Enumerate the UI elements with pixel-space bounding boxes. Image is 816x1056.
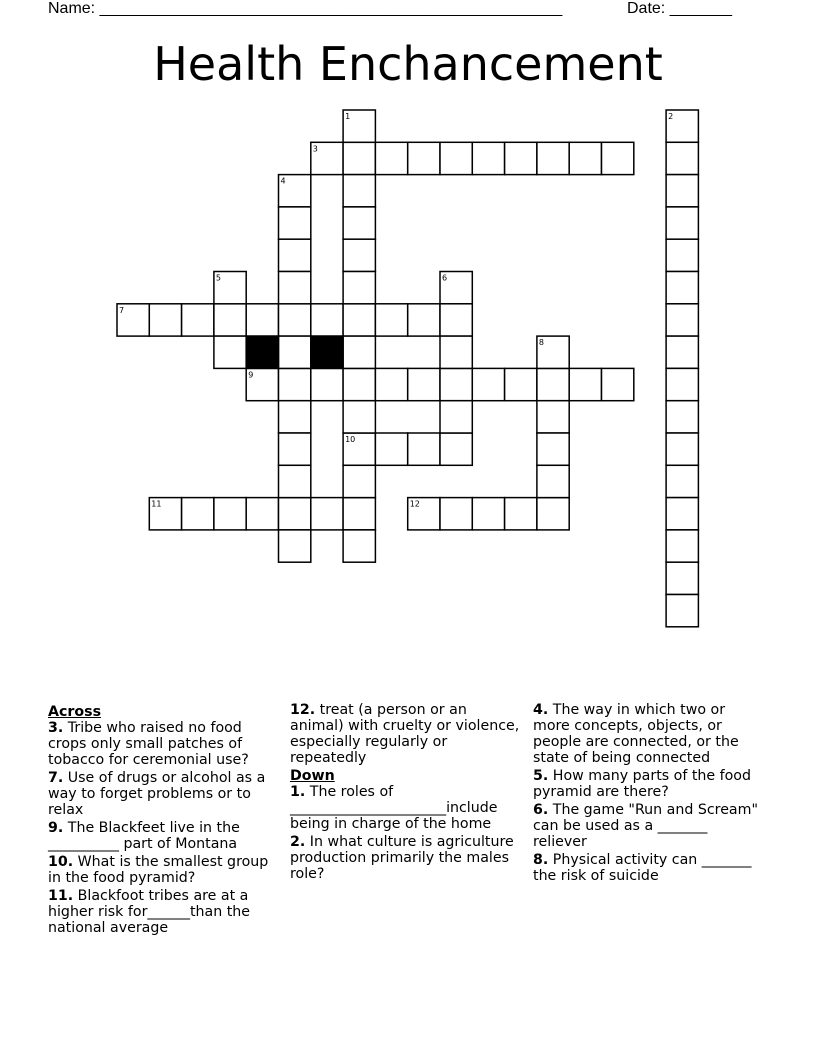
grid-cell[interactable]	[343, 239, 375, 271]
grid-cell[interactable]	[472, 142, 504, 174]
grid-cell[interactable]	[666, 433, 698, 465]
clue-number: 8.	[533, 852, 549, 868]
clue-text: Tribe who raised no food crops only small patches of tobacco for ceremonial use?	[48, 720, 249, 768]
grid-cell[interactable]	[375, 433, 407, 465]
clue-number: 7.	[48, 770, 64, 786]
grid-cell[interactable]	[666, 304, 698, 336]
grid-cell[interactable]	[537, 465, 569, 497]
grid-cell[interactable]	[343, 336, 375, 368]
grid-clue-number: 11	[151, 499, 162, 509]
across-heading: Across	[48, 704, 102, 720]
grid-cell[interactable]	[343, 368, 375, 400]
grid-cell[interactable]	[214, 304, 246, 336]
grid-cell[interactable]	[343, 304, 375, 336]
clue-down-8	[533, 852, 758, 884]
black-cell	[311, 336, 343, 368]
clue-number: 6.	[533, 802, 549, 818]
grid-cell[interactable]	[214, 498, 246, 530]
grid-cell[interactable]	[666, 562, 698, 594]
grid-cell[interactable]	[666, 465, 698, 497]
grid-cell[interactable]	[279, 272, 311, 304]
grid-cell[interactable]	[440, 401, 472, 433]
grid-cell[interactable]	[343, 498, 375, 530]
grid-clue-number: 5	[215, 273, 221, 283]
grid-cell[interactable]	[666, 272, 698, 304]
grid-cell[interactable]	[343, 401, 375, 433]
clue-down-5	[533, 768, 758, 800]
grid-cell[interactable]	[602, 142, 634, 174]
clue-number: 2.	[290, 834, 306, 850]
grid-clue-number: 2	[668, 112, 674, 121]
clue-across-3	[48, 720, 280, 768]
grid-cell[interactable]	[569, 142, 601, 174]
clue-number: 1.	[290, 784, 306, 800]
grid-cell[interactable]	[343, 530, 375, 562]
page-title: Health Enchancement	[153, 37, 663, 91]
grid-cell[interactable]	[279, 433, 311, 465]
grid-cell[interactable]	[472, 498, 504, 530]
clue-text: How many parts of the food pyramid are there?	[533, 768, 751, 800]
grid-cell[interactable]	[279, 336, 311, 368]
grid-cell[interactable]	[408, 142, 440, 174]
grid-clue-number: 3	[312, 144, 318, 154]
grid-clue-number: 6	[442, 273, 448, 283]
clue-number: 10.	[48, 854, 74, 870]
grid-cell[interactable]	[375, 368, 407, 400]
grid-cell[interactable]	[182, 498, 214, 530]
grid-cell[interactable]	[666, 595, 698, 627]
clue-column-1	[48, 702, 280, 938]
grid-cell[interactable]	[440, 142, 472, 174]
grid-cell[interactable]	[472, 368, 504, 400]
grid-cell[interactable]	[343, 465, 375, 497]
grid-cell[interactable]	[666, 175, 698, 207]
grid-cell[interactable]	[279, 465, 311, 497]
grid-cell[interactable]	[408, 433, 440, 465]
grid-cell[interactable]	[279, 401, 311, 433]
clue-column-3	[533, 702, 758, 886]
clue-across-7	[48, 770, 280, 818]
grid-clue-number: 8	[538, 338, 544, 348]
clue-number: 5.	[533, 768, 549, 784]
grid-cell[interactable]	[279, 207, 311, 239]
clue-number: 4.	[533, 702, 549, 718]
grid-clue-number: 9	[248, 370, 254, 380]
grid-clue-number: 4	[280, 176, 286, 186]
grid-cell[interactable]	[440, 498, 472, 530]
grid-cell[interactable]	[666, 207, 698, 239]
clue-down-6	[533, 802, 758, 850]
clue-text: What is the smallest group in the food pyramid?	[48, 854, 269, 886]
name-field-label: Name: ____________________________________________________	[48, 0, 563, 17]
grid-cell[interactable]	[537, 433, 569, 465]
grid-cell[interactable]	[375, 304, 407, 336]
clue-text: In what culture is agriculture production primarily the males role?	[290, 834, 514, 882]
clue-column-2	[290, 702, 522, 884]
grid-cell[interactable]	[214, 336, 246, 368]
clue-text: Physical activity can _______ the risk of suicide	[533, 852, 752, 884]
clue-text: Use of drugs or alcohol as a way to forget problems or to relax	[48, 770, 266, 818]
grid-cell[interactable]	[440, 304, 472, 336]
grid-cell[interactable]	[666, 498, 698, 530]
grid-cell[interactable]	[666, 142, 698, 174]
clue-number: 9.	[48, 820, 64, 836]
grid-cell[interactable]	[279, 304, 311, 336]
grid-cell[interactable]	[666, 401, 698, 433]
grid-cell[interactable]	[440, 368, 472, 400]
grid-cell[interactable]	[537, 368, 569, 400]
grid-cell[interactable]	[666, 239, 698, 271]
grid-cell[interactable]	[279, 498, 311, 530]
clue-text: The game "Run and Scream" can be used as a _______ reliever	[533, 802, 758, 850]
grid-clue-number: 10	[345, 435, 356, 444]
grid-cell[interactable]	[343, 272, 375, 304]
grid-cell[interactable]	[440, 336, 472, 368]
clue-text: The Blackfeet live in the __________ part of Montana	[48, 820, 240, 852]
grid-clue-number: 12	[409, 499, 420, 509]
grid-cell[interactable]	[279, 530, 311, 562]
clue-text: treat (a person or an animal) with cruelty or violence, especially regularly or repeatedly	[290, 702, 520, 766]
black-cell	[246, 336, 278, 368]
clue-across-9	[48, 820, 280, 852]
grid-cell[interactable]	[246, 498, 278, 530]
grid-cell[interactable]	[343, 207, 375, 239]
grid-clue-number: 7	[119, 305, 125, 315]
clue-text: The roles of ______________________include being in charge of the home	[290, 784, 498, 832]
grid-cell[interactable]	[666, 368, 698, 400]
grid-cell[interactable]	[505, 498, 537, 530]
clue-text: Blackfoot tribes are at a higher risk for______than the national average	[48, 888, 250, 936]
clue-number: 3.	[48, 720, 64, 736]
grid-cell[interactable]	[537, 401, 569, 433]
clue-across-11	[48, 888, 280, 936]
grid-cell[interactable]	[666, 336, 698, 368]
grid-cell[interactable]	[505, 368, 537, 400]
grid-cell[interactable]	[182, 304, 214, 336]
grid-cell[interactable]	[246, 304, 278, 336]
grid-cell[interactable]	[343, 142, 375, 174]
clue-across-10	[48, 854, 280, 886]
grid-cell[interactable]	[408, 368, 440, 400]
grid-cell[interactable]	[440, 433, 472, 465]
clue-down-2	[290, 834, 522, 882]
clue-number: 12.	[290, 702, 316, 718]
grid-cell[interactable]	[343, 175, 375, 207]
grid-cell[interactable]	[311, 368, 343, 400]
clue-down-4	[533, 702, 758, 766]
clue-number: 11.	[48, 888, 74, 904]
grid-cell[interactable]	[537, 142, 569, 174]
grid-cell[interactable]	[602, 368, 634, 400]
grid-cell[interactable]	[666, 530, 698, 562]
grid-cell[interactable]	[311, 498, 343, 530]
grid-cell[interactable]	[279, 368, 311, 400]
grid-cell[interactable]	[311, 304, 343, 336]
clue-text: The way in which two or more concepts, objects, or people are connected, or the state of being connected	[533, 702, 739, 766]
grid-cell[interactable]	[569, 368, 601, 400]
clue-across-12	[290, 702, 522, 766]
down-heading: Down	[290, 768, 335, 784]
grid-cell[interactable]	[279, 239, 311, 271]
grid-cell[interactable]	[408, 304, 440, 336]
grid-cell[interactable]	[537, 498, 569, 530]
grid-clue-number: 1	[345, 112, 351, 121]
clue-down-1	[290, 784, 522, 832]
grid-cell[interactable]	[149, 304, 181, 336]
date-field-label: Date: _______	[627, 0, 732, 17]
grid-cell[interactable]	[505, 142, 537, 174]
grid-cell[interactable]	[375, 142, 407, 174]
